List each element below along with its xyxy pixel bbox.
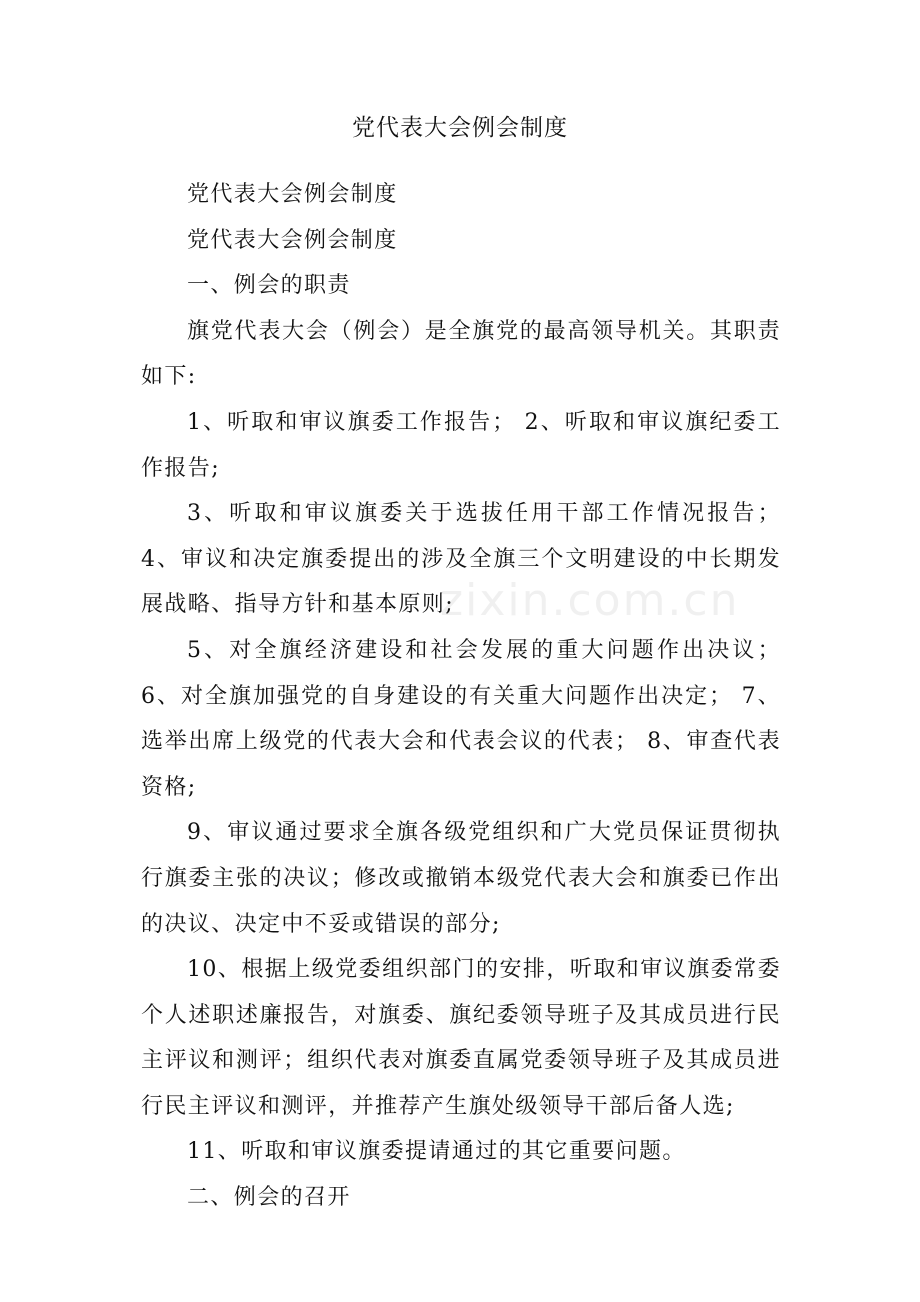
paragraph-item-5-8: 5、对全旗经济建设和社会发展的重大问题作出决议； 6、对全旗加强党的自身建设的有关重大问题作出决定； 7、选举出席上级党的代表大会和代表会议的代表； 8、审查代表资格; [141, 637, 781, 800]
paragraph-duties-intro: 旗党代表大会（例会）是全旗党的最高领导机关。其职责如下: [141, 318, 781, 390]
paragraph-subtitle-1: 党代表大会例会制度 [187, 182, 398, 207]
paragraph-item-3-4: 3、听取和审议旗委关于选拔任用干部工作情况报告； 4、审议和决定旗委提出的涉及全旗三个文明建设的中长期发展战略、指导方针和基本原则; [141, 501, 781, 618]
paragraph-subtitle-2: 党代表大会例会制度 [187, 227, 398, 253]
paragraph-item-10: 10、根据上级党委组织部门的安排，听取和审议旗委常委个人述职述廉报告，对旗委、旗纪委领导班子及其成员进行民主评议和测评；组织代表对旗委直属党委领导班子及其成员进行民主评议和测评，并推荐产生旗处级领导干部后备人选; [141, 957, 781, 1119]
section-heading-duties: 一、例会的职责 [187, 273, 351, 299]
section-heading-convening: 二、例会的召开 [187, 1185, 351, 1211]
document-body [141, 172, 781, 1221]
paragraph-item-11: 11、听取和审议旗委提请通过的其它重要问题。 [187, 1139, 686, 1165]
document-title: 党代表大会例会制度 [352, 115, 568, 141]
watermark: zixin.com.cn [440, 575, 740, 626]
paragraph-item-1-2: 1、听取和审议旗委工作报告； 2、听取和审议旗纪委工作报告; [141, 409, 781, 481]
paragraph-item-9: 9、审议通过要求全旗各级党组织和广大党员保证贯彻执行旗委主张的决议；修改或撤销本级党代表大会和旗委已作出的决议、决定中不妥或错误的部分; [141, 820, 781, 937]
